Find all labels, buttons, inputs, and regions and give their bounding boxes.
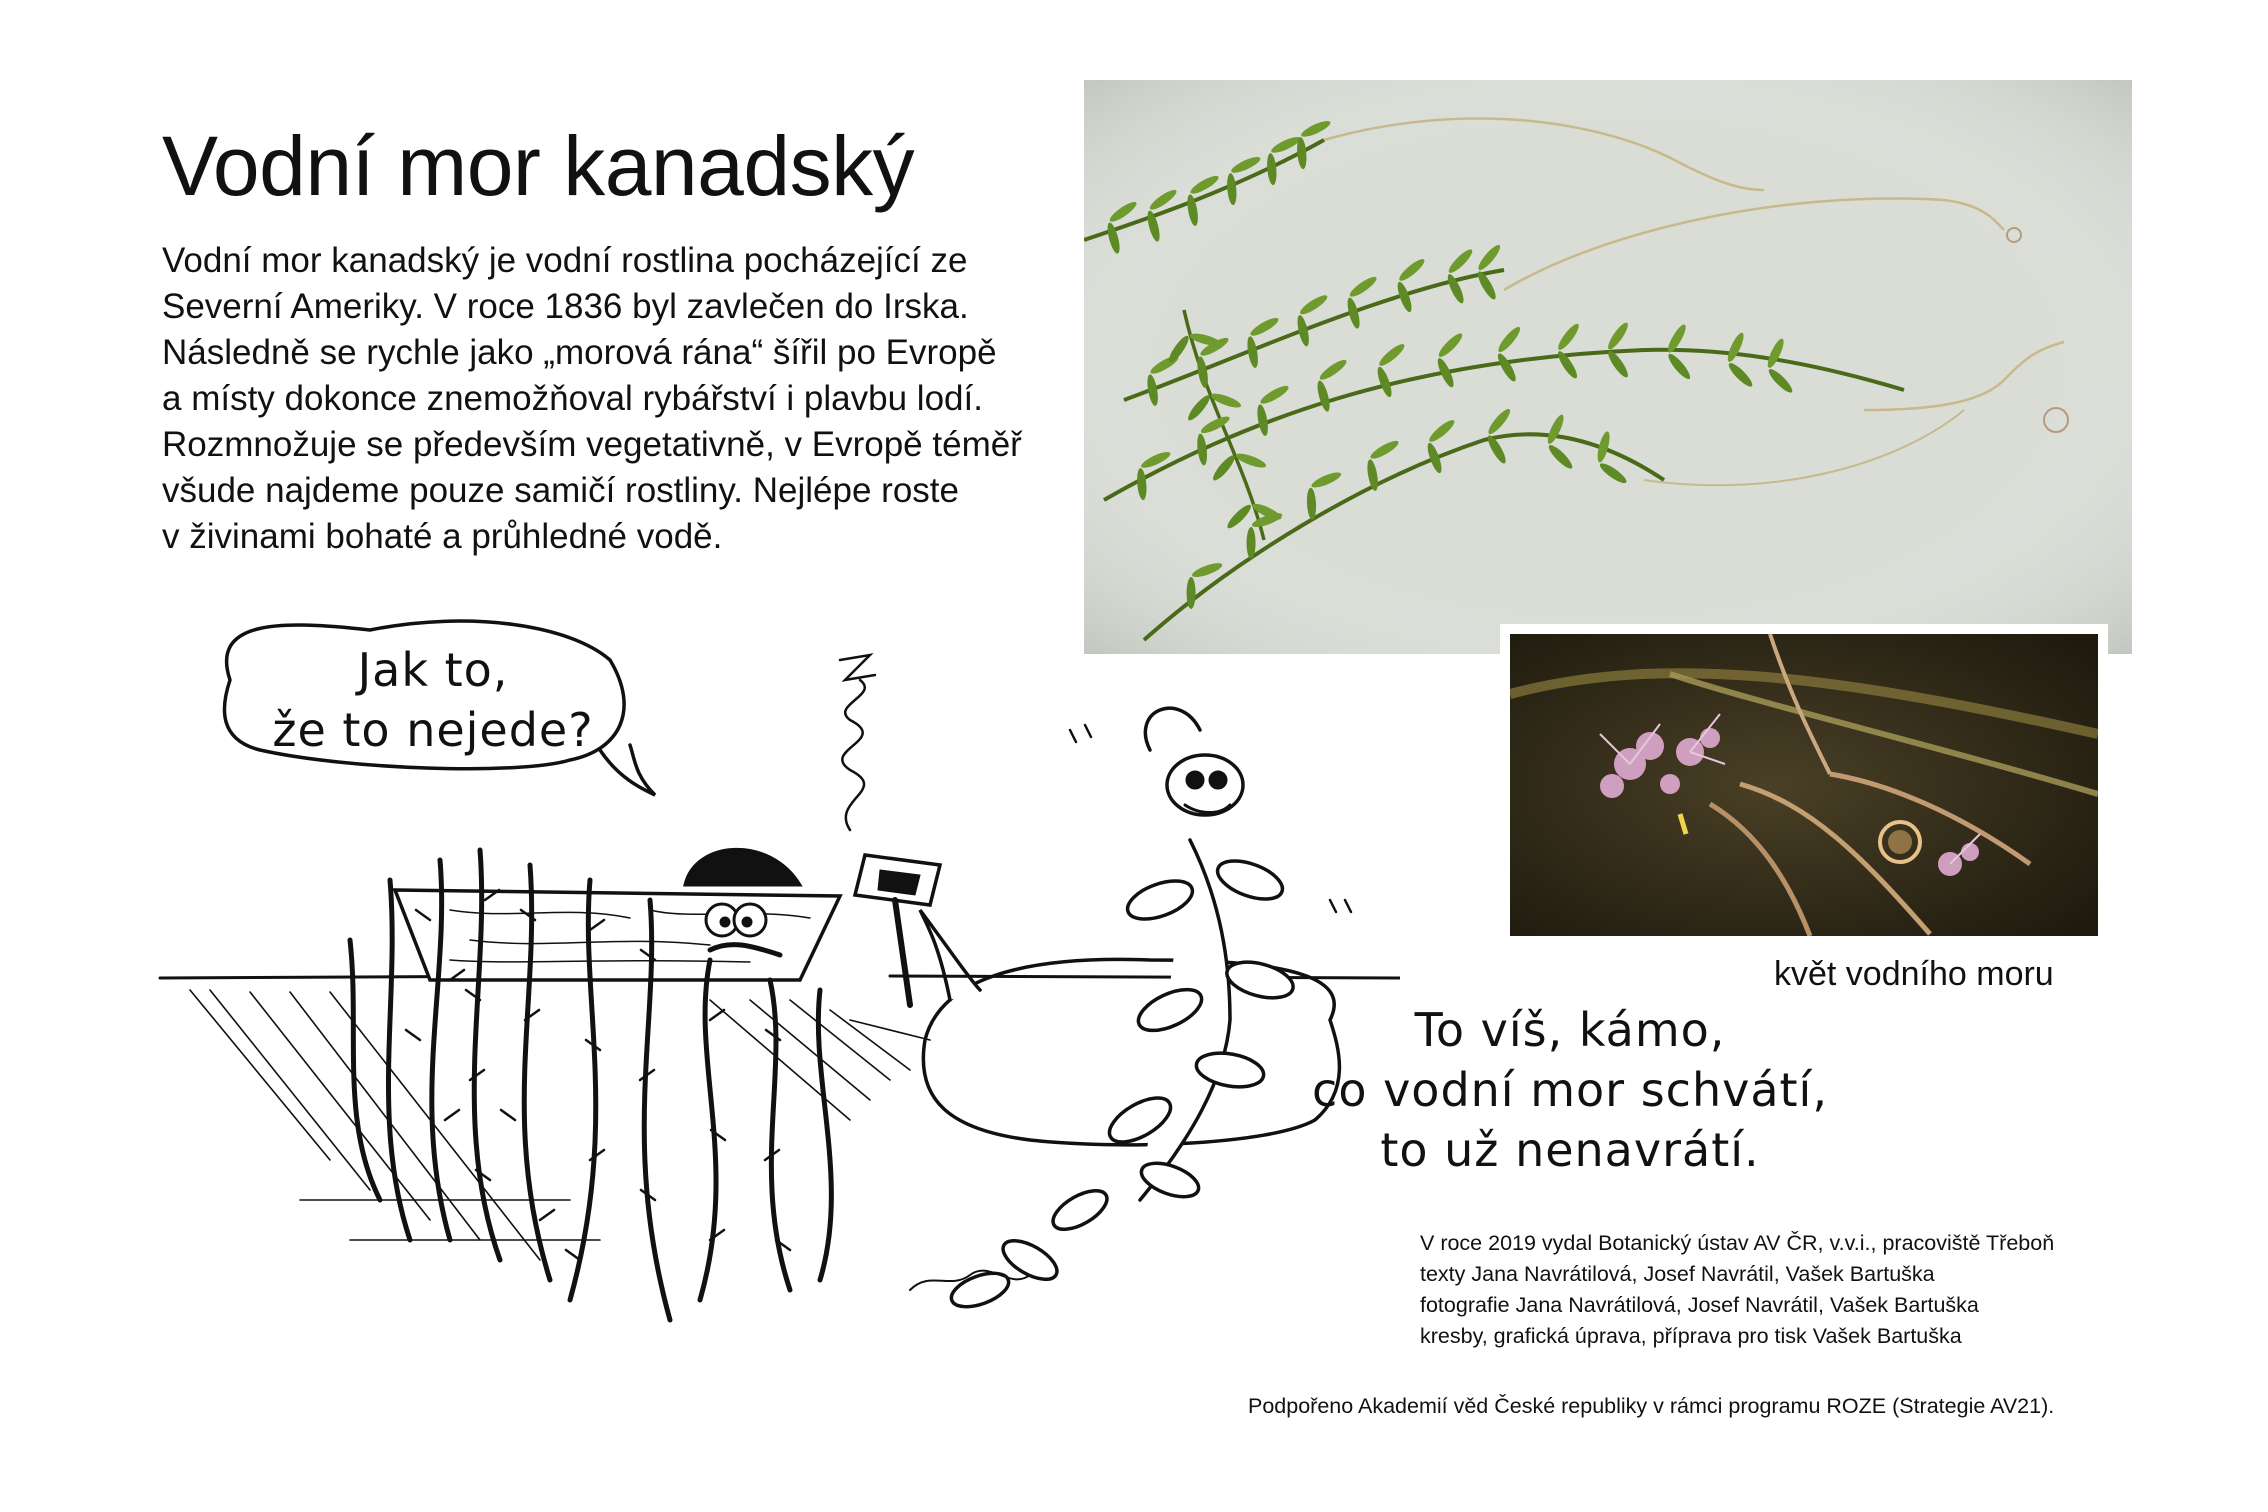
credits bbox=[1420, 1228, 2054, 1352]
plant-photo bbox=[1084, 80, 2132, 654]
intro-line: Následně se rychle jako „morová rána“ šířil po Evropě bbox=[162, 333, 997, 372]
credits-line: V roce 2019 vydal Botanický ústav AV ČR, v.v.i., pracoviště Třeboň bbox=[1420, 1231, 2055, 1255]
bubble-left-line: že to nejede? bbox=[272, 703, 594, 757]
bubble-left-line: Jak to, bbox=[357, 643, 509, 697]
support-note: Podpořeno Akademií věd České republiky v rámci programu ROZE (Strategie AV21). bbox=[1248, 1394, 2055, 1418]
credits-line: kresby, grafická úprava, příprava pro tisk Vašek Bartuška bbox=[1420, 1324, 1962, 1348]
speech-bubble-right bbox=[1310, 1000, 1830, 1180]
speech-bubble-left bbox=[238, 640, 628, 760]
intro-line: v živinami bohaté a průhledné vodě. bbox=[162, 517, 723, 556]
intro-line: a místy dokonce znemožňoval rybářství i plavbu lodí. bbox=[162, 379, 983, 418]
bubble-right-line: To víš, kámo, bbox=[1414, 1003, 1726, 1057]
credits-line: texty Jana Navrátilová, Josef Navrátil, Vašek Bartuška bbox=[1420, 1262, 1935, 1286]
intro-line: všude najdeme pouze samičí rostliny. Nejlépe roste bbox=[162, 471, 959, 510]
intro-line: Vodní mor kanadský je vodní rostlina pocházející ze bbox=[162, 241, 968, 280]
credits-line: fotografie Jana Navrátilová, Josef Navrátil, Vašek Bartuška bbox=[1420, 1293, 1979, 1317]
page-title: Vodní mor kanadský bbox=[162, 119, 915, 213]
intro-line: Severní Ameriky. V roce 1836 byl zavlečen do Irska. bbox=[162, 287, 969, 326]
bubble-right-line: to už nenavrátí. bbox=[1380, 1123, 1760, 1177]
intro-line: Rozmnožuje se především vegetativně, v Evropě téměř bbox=[162, 425, 1022, 464]
flower-photo bbox=[1500, 624, 2108, 946]
intro-paragraph bbox=[162, 238, 1082, 560]
bubble-right-line: co vodní mor schvátí, bbox=[1312, 1063, 1828, 1117]
flower-caption: květ vodního moru bbox=[1774, 955, 2054, 993]
